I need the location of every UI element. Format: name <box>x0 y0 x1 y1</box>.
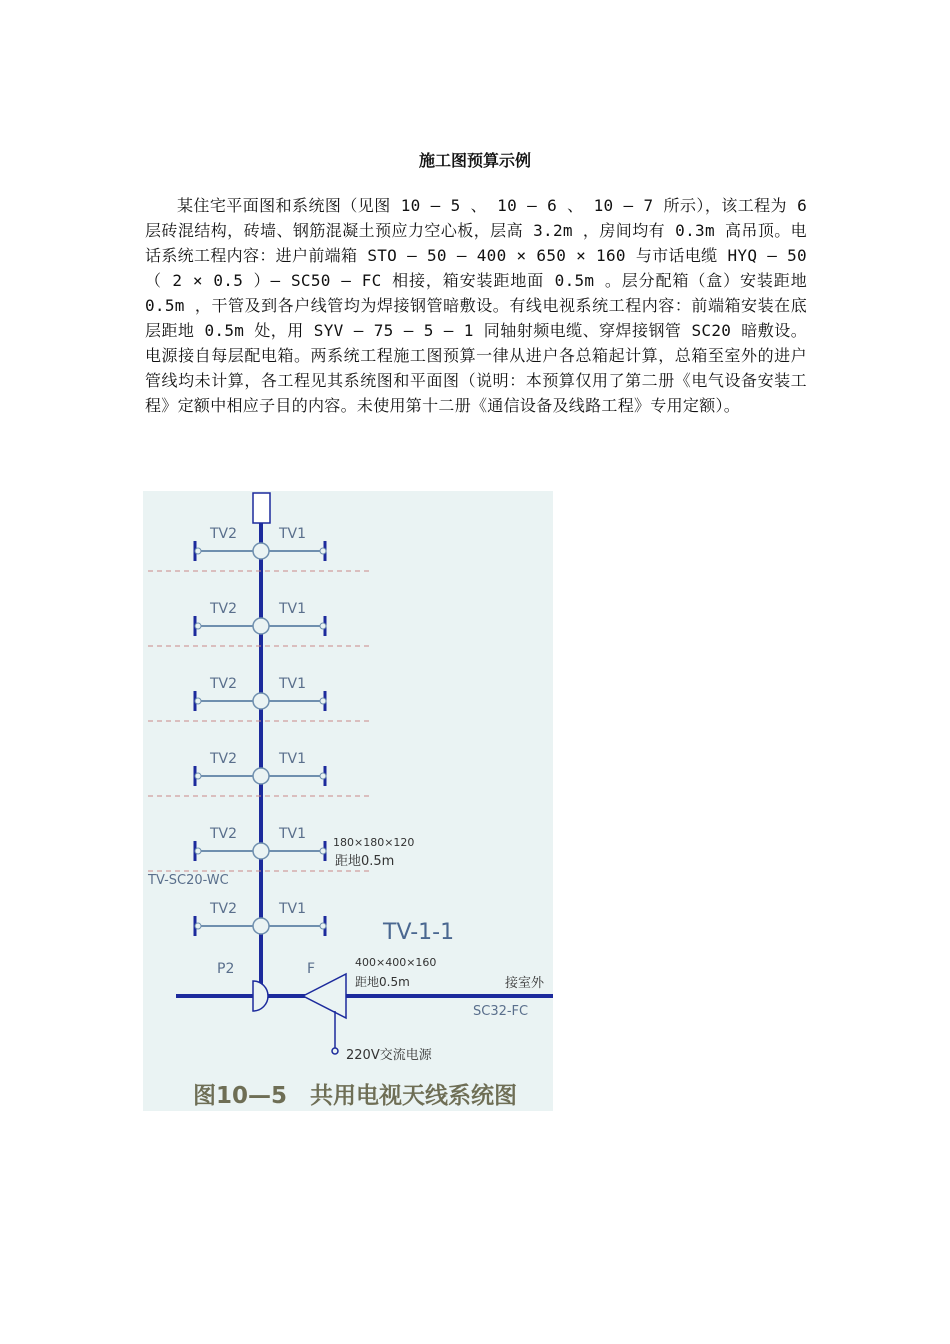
box-size-label: 180×180×120 <box>333 836 415 849</box>
front-box-height-label: 距地0.5m <box>355 975 410 989</box>
floor-4-tv2-label: TV2 <box>210 676 238 692</box>
floor-4-left-outlet-dot <box>195 698 201 704</box>
floor-1-tv2-label: TV2 <box>210 901 238 917</box>
outside-conduit-label: SC32-FC <box>473 1004 529 1019</box>
floor-2-tv1-label: TV1 <box>279 826 307 842</box>
floor-3-tv2-label: TV2 <box>210 751 238 767</box>
floor-5-right-outlet-dot <box>320 623 326 629</box>
floor-2-tv2-label: TV2 <box>210 826 238 842</box>
floor-4-tv1-label: TV1 <box>279 676 307 692</box>
floor-6-right-outlet-dot <box>320 548 326 554</box>
floor-3-right-outlet-dot <box>320 773 326 779</box>
power-connector-icon <box>332 1048 338 1054</box>
floor-5-splitter-icon <box>253 618 269 634</box>
outside-label: 接室外 <box>505 976 545 991</box>
document-paragraph: 某住宅平面图和系统图（见图 10 — 5 、 10 — 6 、 10 — 7 所示），该工程为 6 层砖混结构，砖墙、钢筋混凝土预应力空心板，层高 3.2m ，房间均有 0.3m 高吊顶。电话系统工程内容：进户前端箱 STO — 50 — 400 × 650 × 160 与市话电缆 HYQ — 50 （ 2 × 0.5 ）— SC50 — FC 相接，箱安装距地面 0.5m 。层分配箱（盒）安装距地 0.5m ，干管及到各户线管均为焊接钢管暗敷设。有线电视系统工程内容：前端箱安装在底层距地 0.5m 处，用 SYV — 75 — 5 — 1 同轴射频电缆、穿焊接钢管 SC20 暗敷设。电源接自每层配电箱。两系统工程施工图预算一律从进户各总箱起计算，总箱至室外的进户管线均未计算，各工程见其系统图和平面图（说明：本预算仅用了第二册《电气设备安装工程》定额中相应子目的内容。未使用第十二册《通信设备及线路工程》专用定额）。 <box>145 196 807 415</box>
f-label: F <box>307 961 316 977</box>
floor-6-tv1-label: TV1 <box>279 526 307 542</box>
floor-2-left-outlet-dot <box>195 848 201 854</box>
floor-1-left-outlet-dot <box>195 923 201 929</box>
floor-6-left-outlet-dot <box>195 548 201 554</box>
floor-6-tv2-label: TV2 <box>210 526 238 542</box>
top-riser-box <box>253 493 270 523</box>
system-label: TV-1-1 <box>383 920 455 945</box>
amplifier-symbol <box>303 974 346 1018</box>
floor-4-right-outlet-dot <box>320 698 326 704</box>
floor-3-left-outlet-dot <box>195 773 201 779</box>
floor-5-left-outlet-dot <box>195 623 201 629</box>
floor-6-splitter-icon <box>253 543 269 559</box>
floor-5-tv1-label: TV1 <box>279 601 307 617</box>
floor-5-tv2-label: TV2 <box>210 601 238 617</box>
tv-antenna-system-figure <box>143 491 553 1111</box>
floor-1-splitter-icon <box>253 918 269 934</box>
figure-caption: 图10—5 共用电视天线系统图 <box>193 1083 518 1109</box>
floor-3-splitter-icon <box>253 768 269 784</box>
p2-label: P2 <box>217 961 235 977</box>
conduit-label: TV-SC20-WC <box>148 873 229 888</box>
floor-2-splitter-icon <box>253 843 269 859</box>
floor-3-tv1-label: TV1 <box>279 751 307 767</box>
floor-4-splitter-icon <box>253 693 269 709</box>
floor-2-right-outlet-dot <box>320 848 326 854</box>
power-label: 220V交流电源 <box>346 1048 432 1063</box>
p2-splitter-symbol <box>253 981 268 1011</box>
front-box-size-label: 400×400×160 <box>355 956 437 969</box>
document-title: 施工图预算示例 <box>418 151 531 170</box>
box-height-label: 距地0.5m <box>335 854 395 869</box>
floor-1-tv1-label: TV1 <box>279 901 307 917</box>
floor-1-right-outlet-dot <box>320 923 326 929</box>
